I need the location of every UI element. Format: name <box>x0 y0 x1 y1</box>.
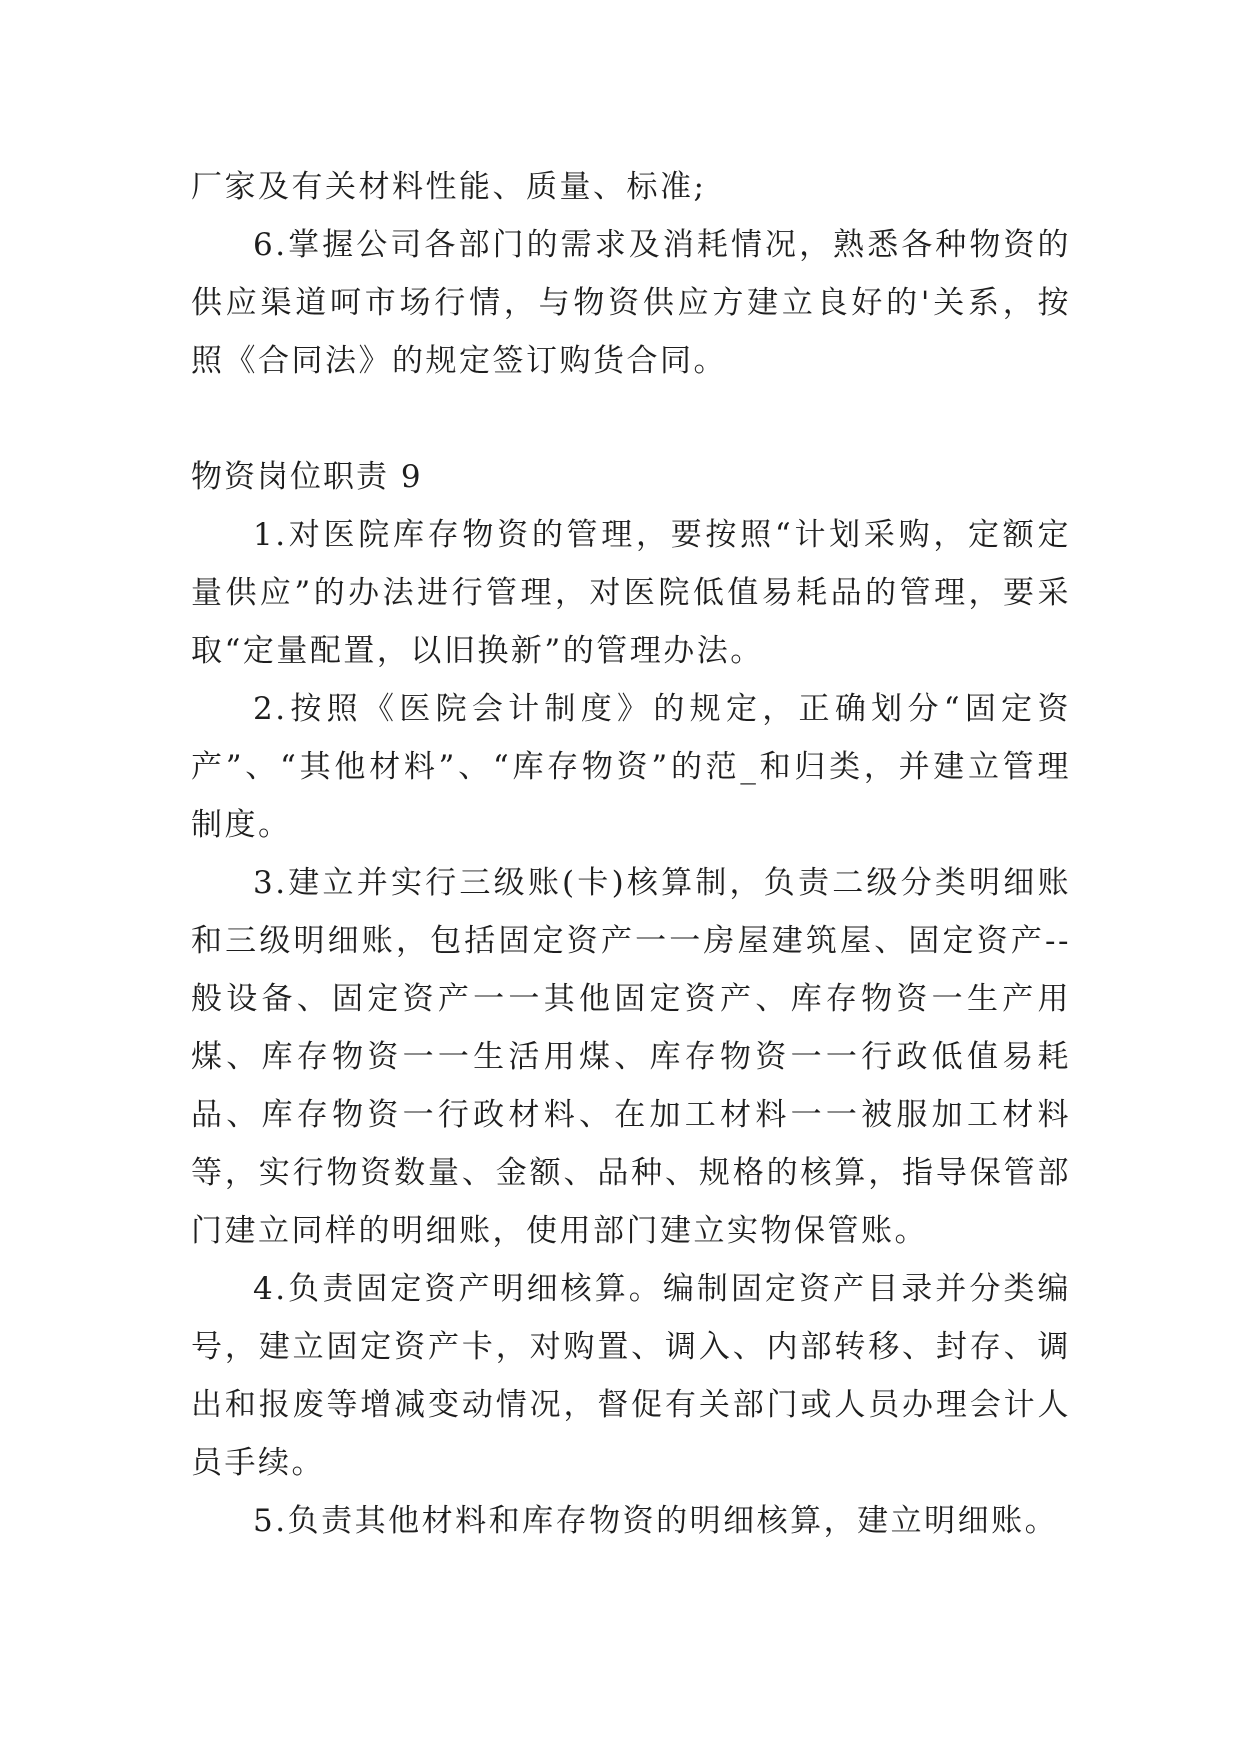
section-item-4: 4.负责固定资产明细核算。编制固定资产目录并分类编号，建立固定资产卡，对购置、调入、内部转移、封存、调出和报废等增减变动情况，督促有关部门或人员办理会计人员手续。 <box>191 1271 1071 1481</box>
section-item-2: 2.按照《医院会计制度》的规定，正确划分“固定资产”、“其他材料”、“库存物资”的范_和归类，并建立管理制度。 <box>191 691 1071 843</box>
section-title: 物资岗位职责 9 <box>191 459 423 495</box>
paragraph-item-6: 6.掌握公司各部门的需求及消耗情况，熟悉各种物资的供应渠道呵市场行情，与物资供应方建立良好的'关系，按照《合同法》的规定签订购货合同。 <box>191 227 1071 379</box>
document-body <box>191 158 1071 1550</box>
section-item-5: 5.负责其他材料和库存物资的明细核算，建立明细账。 <box>253 1503 1059 1539</box>
paragraph-continuation: 厂家及有关材料性能、质量、标准; <box>191 169 707 205</box>
section-item-3: 3.建立并实行三级账(卡)核算制，负责二级分类明细账和三级明细账，包括固定资产一一房屋建筑屋、固定资产--般设备、固定资产一一其他固定资产、库存物资一生产用煤、库存物资一一生活用煤、库存物资一一行政低值易耗品、库存物资一行政材料、在加工材料一一被服加工材料等，实行物资数量、金额、品种、规格的核算，指导保管部门建立同样的明细账，使用部门建立实物保管账。 <box>191 865 1071 1249</box>
section-item-1: 1.对医院库存物资的管理，要按照“计划采购，定额定量供应”的办法进行管理，对医院低值易耗品的管理，要采取“定量配置，以旧换新”的管理办法。 <box>191 517 1071 669</box>
